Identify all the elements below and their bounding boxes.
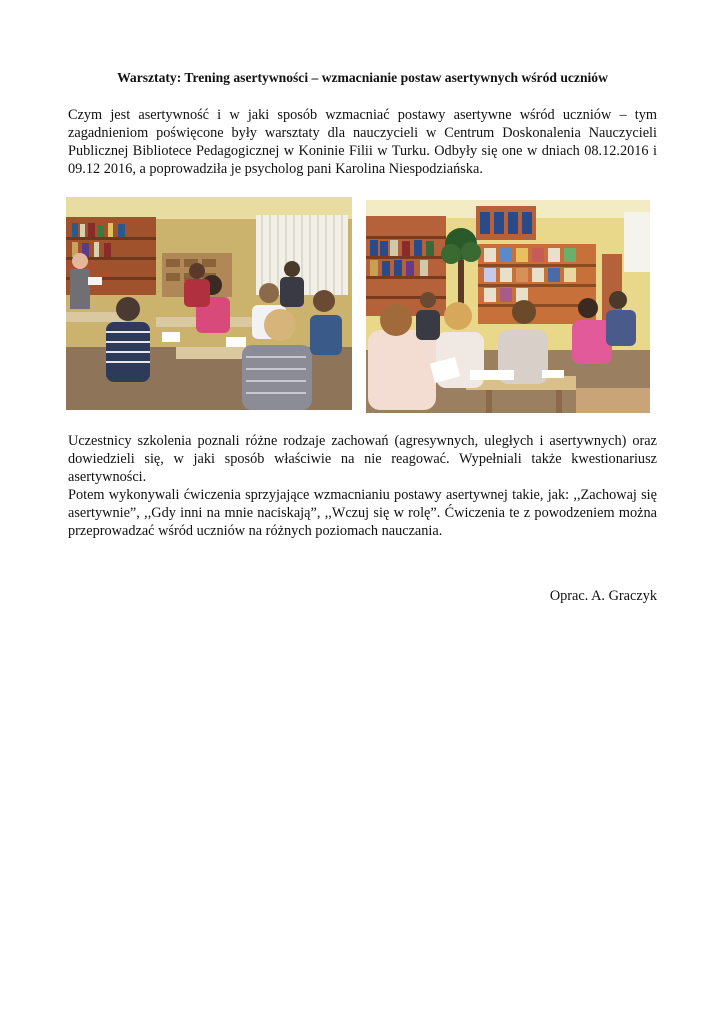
workshop-photo-left bbox=[66, 197, 352, 410]
paragraph-exercises: Potem wykonywali ćwiczenia sprzyjające wzmacnianiu postawy asertywnej takie, jak: ,,Zachowaj się asertywnie”, ,,Gdy inni na mnie naciskają”, ,,Wczuj się w rolę”. Ćwiczenia te z powodzeniem można przeprowadzać wśród uczniów na różnych poziomach nauczania. bbox=[68, 487, 657, 539]
paragraph-intro: Czym jest asertywność i w jaki sposób wzmacniać postawy asertywne wśród uczniów – tym zagadnieniom poświęcone były warsztaty dla nauczycieli w Centrum Doskonalenia Nauczycieli Publicznej Bibliotece Pedagogicznej w Koninie Filii w Turku. Odbyły się one w dniach 08.12.2016 i 09.12 2016, a poprowadziła je psycholog pani Karolina Niespodziańska. bbox=[68, 107, 657, 177]
document-title: Warsztaty: Trening asertywności – wzmacnianie postaw asertywnych wśród uczniów bbox=[117, 70, 608, 85]
paragraph-participants: Uczestnicy szkolenia poznali różne rodzaje zachowań (agresywnych, uległych i asertywnych) oraz dowiedzieli się, w jaki sposób właściwie na nie reagować. Wypełniali także kwestionariusz asertywności. bbox=[68, 433, 657, 485]
workshop-photo-right bbox=[366, 200, 650, 413]
author-signature: Oprac. A. Graczyk bbox=[549, 588, 657, 604]
